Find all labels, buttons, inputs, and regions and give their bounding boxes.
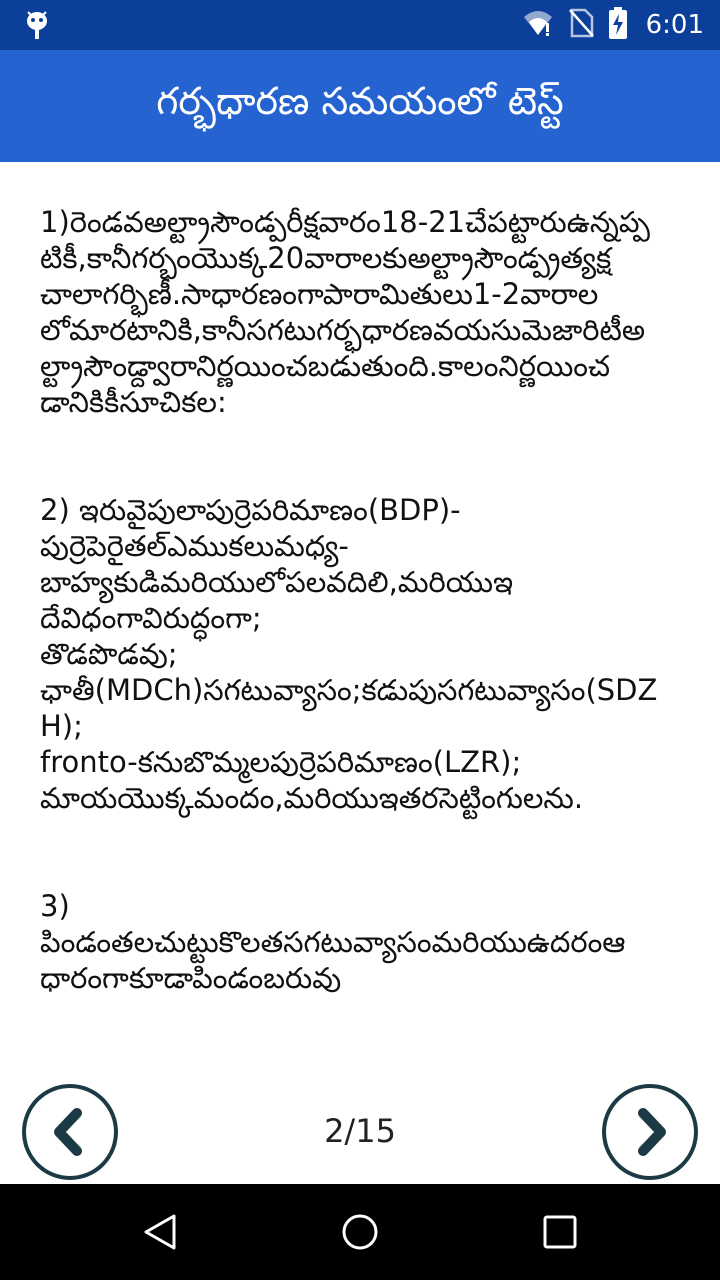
recent-apps-icon[interactable]	[540, 1212, 580, 1252]
page-indicator: 2/15	[324, 1112, 396, 1150]
status-bar	[0, 0, 720, 50]
battery-charging-icon	[608, 7, 628, 43]
system-navigation-bar	[0, 1184, 720, 1280]
page-title: గర్భధారణ సమయంలో టెస్ట్	[156, 79, 564, 123]
article-text	[0, 162, 720, 996]
paragraph: 1)రెండవఅల్ట్రాసౌండ్పరీక్షవారం18-21చేపట్టారుఉన్నప్పటికీ,కానీగర్భంయొక్క20వారాలకుఅల్ట్రాసౌండ్ప్రత్యక్షచాలాగర్భిణీ.సాధారణంగాపారామితులు1-2వారాలలోమారటానికి,కానీసగటుగర్భధారణవయసుమెజారిటీఅల్ట్రాసౌండ్ద్వారానిర్ణయించబడుతుంది.కాలంనిర్ణయించడానికికీసూచికల:	[40, 205, 650, 419]
back-icon[interactable]	[140, 1212, 180, 1252]
paragraph: 3) పిండంతలచుట్టుకొలతసగటువ్యాసంమరియుఉదరంఆధారంగాకూడాపిండంబరువు	[40, 889, 626, 995]
next-page-button[interactable]	[602, 1084, 698, 1180]
status-clock: 6:01	[645, 10, 704, 40]
article-content[interactable]	[0, 162, 720, 1060]
pager-bar	[0, 1060, 720, 1184]
wifi-icon	[522, 9, 554, 41]
no-sim-icon	[568, 8, 594, 42]
app-toolbar	[0, 50, 720, 162]
home-icon[interactable]	[340, 1212, 380, 1252]
chevron-right-icon	[625, 1107, 675, 1157]
paragraph: 2) ఇరువైపులాపుర్రెపరిమాణం(BDP)- పుర్రెపెరైతల్ఎముకలుమధ్య- బాహ్యకుడిమరియులోపలవదిలి,మరియుఇదేవిధంగావిరుద్ధంగా; తొడపొడవు; ఛాతీ(MDCh)సగటువ్యాసం;కడుపుసగటువ్యాసం(SDZH); fronto-కనుబొమ్మలపుర్రెపరిమాణం(LZR); మాయయొక్కమందం,మరియుఇతరసెట్టింగులను.	[40, 493, 658, 815]
android-debug-icon	[22, 9, 52, 41]
